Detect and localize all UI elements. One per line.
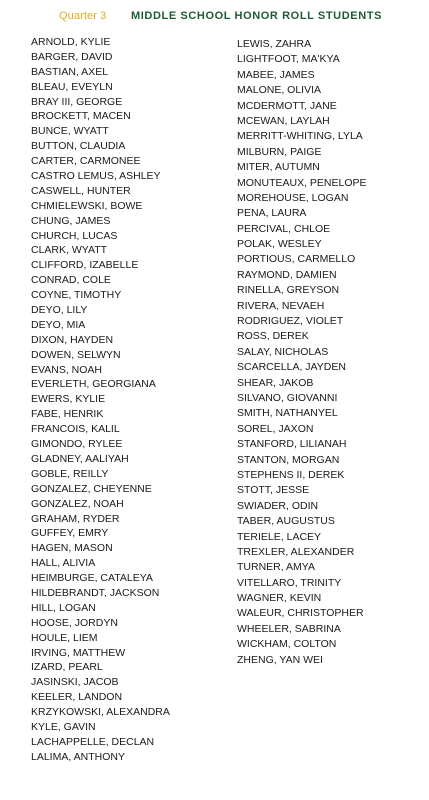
student-name: MONUTEAUX, PENELOPE bbox=[237, 176, 367, 189]
student-name: GOBLE, REILLY bbox=[31, 467, 109, 480]
student-name: SWIADER, ODIN bbox=[237, 499, 319, 512]
student-name: TERIELE, LACEY bbox=[237, 530, 322, 543]
student-name: ARNOLD, KYLIE bbox=[31, 36, 111, 48]
student-name: ROSS, DEREK bbox=[237, 330, 309, 343]
student-name: BUNCE, WYATT bbox=[31, 125, 109, 138]
student-name: JASINSKI, JACOB bbox=[31, 676, 119, 689]
student-name: LEWIS, ZAHRA bbox=[237, 38, 312, 50]
student-name: HALL, ALIVIA bbox=[31, 557, 96, 570]
student-name: SCARCELLA, JAYDEN bbox=[237, 361, 346, 374]
student-name: FRANCOIS, KALIL bbox=[31, 423, 120, 436]
student-name: CASTRO LEMUS, ASHLEY bbox=[31, 170, 161, 183]
student-name: STOTT, JESSE bbox=[237, 484, 310, 497]
student-name: EVERLETH, GEORGIANA bbox=[31, 378, 156, 391]
student-name: HOULE, LIEM bbox=[31, 631, 98, 644]
student-name: LALIMA, ANTHONY bbox=[31, 750, 125, 763]
student-name: CONRAD, COLE bbox=[31, 274, 111, 287]
student-name: MABEE, JAMES bbox=[237, 68, 315, 81]
student-name: CARTER, CARMONEE bbox=[31, 155, 141, 168]
quarter-label: Quarter 3 bbox=[59, 10, 107, 22]
student-name: ZHENG, YAN WEI bbox=[237, 653, 323, 666]
student-name: WICKHAM, COLTON bbox=[237, 638, 337, 651]
student-name: STEPHENS II, DEREK bbox=[237, 468, 345, 481]
student-name: KRZYKOWSKI, ALEXANDRA bbox=[31, 706, 170, 719]
student-name: BRAY III, GEORGE bbox=[31, 95, 123, 108]
student-name: CHURCH, LUCAS bbox=[31, 229, 118, 242]
student-name: CLIFFORD, IZABELLE bbox=[31, 259, 139, 272]
page-header bbox=[0, 10, 429, 26]
student-name: SILVANO, GIOVANNI bbox=[237, 391, 338, 404]
student-name: FABE, HENRIK bbox=[31, 408, 104, 421]
student-name: GUFFEY, EMRY bbox=[31, 527, 109, 540]
student-name: TABER, AUGUSTUS bbox=[237, 515, 335, 528]
student-name: HILL, LOGAN bbox=[31, 601, 96, 614]
student-name: STANTON, MORGAN bbox=[237, 453, 340, 466]
student-name: MALONE, OLIVIA bbox=[237, 84, 322, 97]
student-name: CLARK, WYATT bbox=[31, 244, 108, 257]
student-name: COYNE, TIMOTHY bbox=[31, 289, 122, 302]
student-name: RIVERA, NEVAEH bbox=[237, 299, 325, 312]
student-name: PORTIOUS, CARMELLO bbox=[237, 253, 356, 266]
student-name: GONZALEZ, NOAH bbox=[31, 497, 124, 510]
student-name: IRVING, MATTHEW bbox=[31, 646, 126, 659]
student-name: CHMIELEWSKI, BOWE bbox=[31, 199, 143, 212]
student-name: SHEAR, JAKOB bbox=[237, 376, 314, 389]
student-name: KYLE, GAVIN bbox=[31, 720, 96, 733]
student-name: GRAHAM, RYDER bbox=[31, 512, 120, 525]
student-name: DEYO, MIA bbox=[31, 318, 86, 331]
student-name: KEELER, LANDON bbox=[31, 691, 123, 704]
student-name: MILBURN, PAIGE bbox=[237, 145, 322, 158]
student-name: BUTTON, CLAUDIA bbox=[31, 140, 126, 153]
student-name: POLAK, WESLEY bbox=[237, 238, 322, 251]
student-name: MITER, AUTUMN bbox=[237, 161, 320, 174]
student-name: BLEAU, EVEYLN bbox=[31, 80, 113, 93]
student-name: GIMONDO, RYLEE bbox=[31, 438, 123, 451]
student-name: GONZALEZ, CHEYENNE bbox=[31, 482, 152, 495]
student-name: RODRIGUEZ, VIOLET bbox=[237, 315, 344, 328]
student-name: HILDEBRANDT, JACKSON bbox=[31, 586, 160, 599]
student-name: WALEUR, CHRISTOPHER bbox=[237, 607, 364, 620]
student-name: SALAY, NICHOLAS bbox=[237, 345, 329, 358]
student-list-left bbox=[31, 35, 221, 765]
student-name: BASTIAN, AXEL bbox=[31, 65, 109, 78]
student-name: IZARD, PEARL bbox=[31, 661, 103, 674]
student-list-right bbox=[237, 37, 427, 668]
student-name: LACHAPPELLE, DECLAN bbox=[31, 735, 155, 748]
student-name: PENA, LAURA bbox=[237, 207, 307, 220]
student-name: RINELLA, GREYSON bbox=[237, 284, 340, 297]
student-name: WHEELER, SABRINA bbox=[237, 622, 341, 635]
student-name: DIXON, HAYDEN bbox=[31, 333, 114, 346]
page-title: MIDDLE SCHOOL HONOR ROLL STUDENTS bbox=[131, 10, 383, 22]
student-name: LIGHTFOOT, MA'KYA bbox=[237, 53, 340, 66]
student-name: TURNER, AMYA bbox=[237, 561, 315, 574]
student-name: MOREHOUSE, LOGAN bbox=[237, 191, 349, 204]
student-name: RAYMOND, DAMIEN bbox=[237, 268, 337, 281]
student-name: HEIMBURGE, CATALEYA bbox=[31, 572, 153, 585]
student-name: GLADNEY, AALIYAH bbox=[31, 452, 129, 465]
student-name: DEYO, LILY bbox=[31, 304, 88, 317]
student-name: EVANS, NOAH bbox=[31, 363, 102, 376]
student-name: HOOSE, JORDYN bbox=[31, 616, 118, 629]
student-name: MERRITT-WHITING, LYLA bbox=[237, 130, 363, 143]
student-name: DOWEN, SELWYN bbox=[31, 348, 121, 361]
student-name: STANFORD, LILIANAH bbox=[237, 438, 347, 451]
student-name: CASWELL, HUNTER bbox=[31, 184, 131, 197]
student-name: SOREL, JAXON bbox=[237, 422, 314, 435]
student-name: MCDERMOTT, JANE bbox=[237, 99, 337, 112]
student-name: SMITH, NATHANYEL bbox=[237, 407, 338, 420]
student-name: VITELLARO, TRINITY bbox=[237, 576, 342, 589]
student-name: WAGNER, KEVIN bbox=[237, 592, 322, 605]
student-name: MCEWAN, LAYLAH bbox=[237, 114, 330, 127]
student-name: BROCKETT, MACEN bbox=[31, 110, 131, 123]
student-name: HAGEN, MASON bbox=[31, 542, 113, 555]
student-name: PERCIVAL, CHLOE bbox=[237, 222, 331, 235]
student-name: CHUNG, JAMES bbox=[31, 214, 111, 227]
student-name: EWERS, KYLIE bbox=[31, 393, 106, 406]
student-name: TREXLER, ALEXANDER bbox=[237, 545, 355, 558]
student-name: BARGER, DAVID bbox=[31, 50, 113, 63]
